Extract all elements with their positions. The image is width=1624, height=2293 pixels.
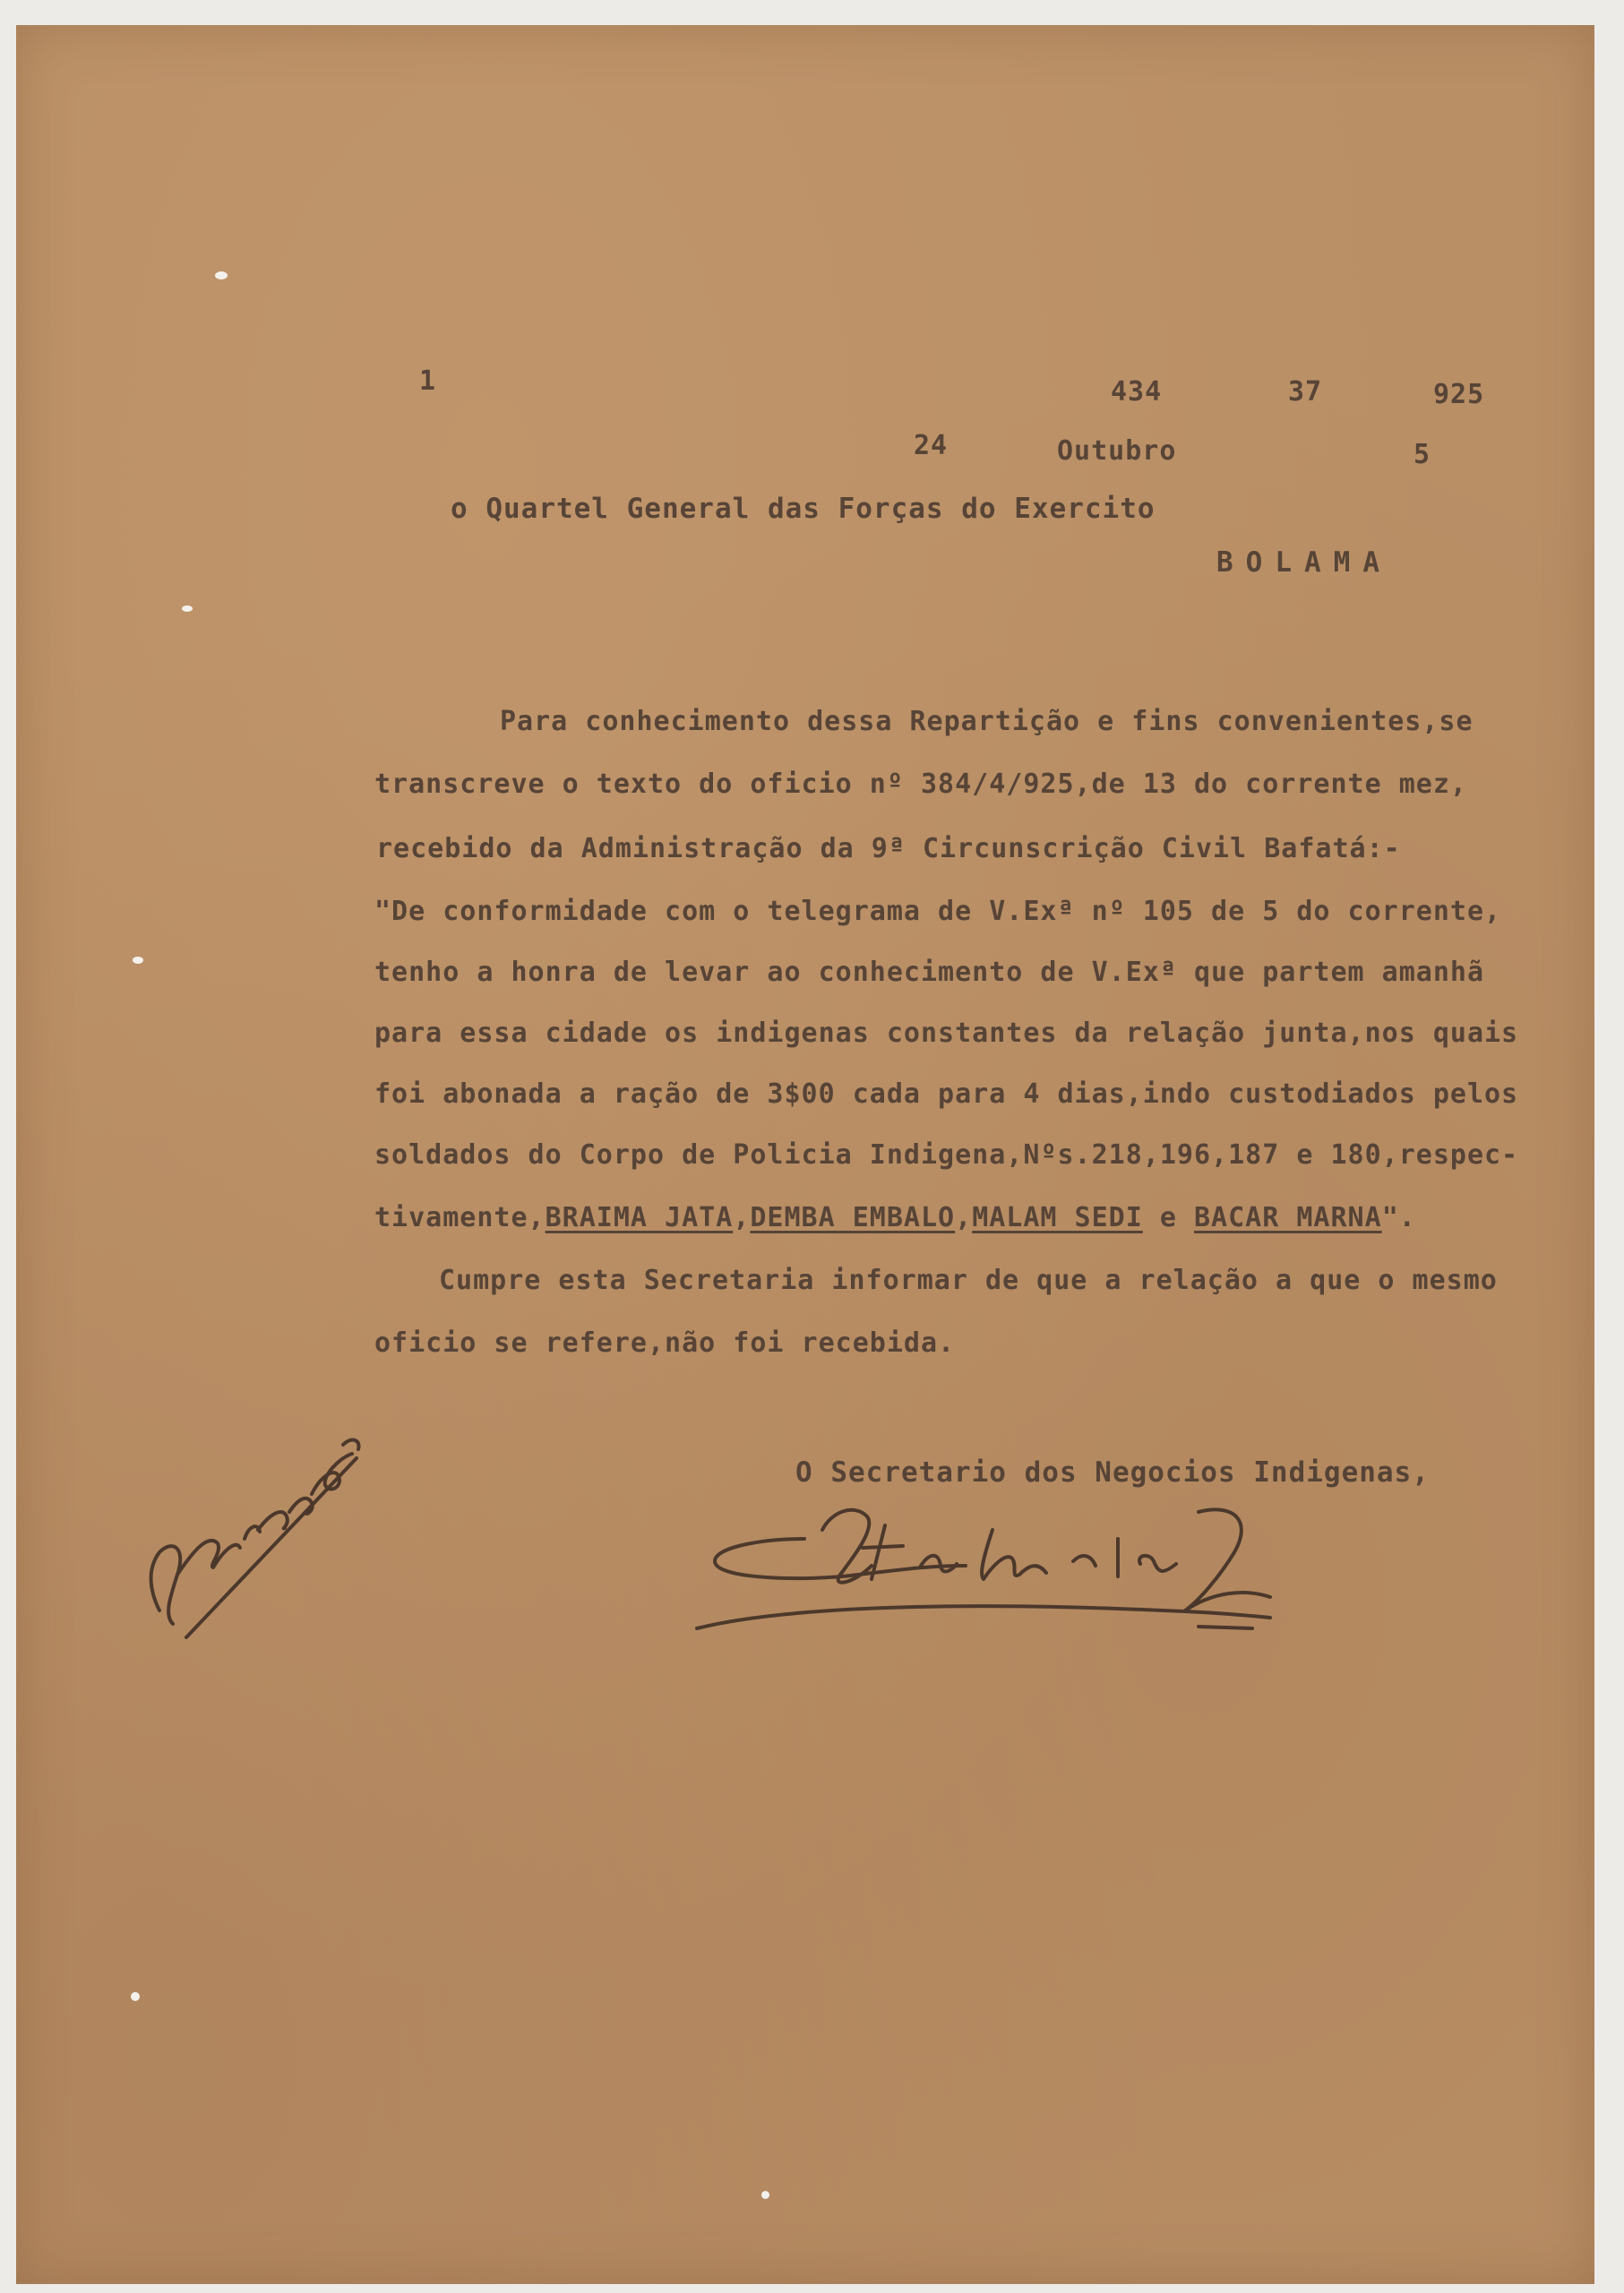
section-number: 5 (1413, 439, 1431, 470)
body-line-6: para essa cidade os indigenas constantes da relação junta,nos quais (374, 1018, 1519, 1049)
reference-number: 1 (419, 365, 437, 397)
paper-speck (133, 957, 143, 964)
recipient-city: BOLAMA (1216, 546, 1392, 579)
document-page (16, 25, 1594, 2284)
year-number: 925 (1433, 379, 1485, 410)
body-line-5: tenho a honra de levar ao conhecimento de V.Exª que partem amanhã (374, 957, 1484, 988)
name-braima-jata: BRAIMA JATA (545, 1202, 734, 1233)
name-demba-embalo: DEMBA EMBALO (750, 1202, 956, 1233)
name-bacar-marna: BACAR MARNA (1194, 1202, 1382, 1233)
names-separator: , (955, 1202, 973, 1233)
body-line-4: "De conformidade com o telegrama de V.Exª nº 105 de 5 do corrente, (374, 896, 1502, 927)
body-line-2: transcreve o texto do oficio nº 384/4/925,de 13 do corrente mez, (374, 769, 1467, 800)
body-line-3: recebido da Administração da 9ª Circunscrição Civil Bafatá:- (376, 833, 1401, 864)
secretary-signature (697, 1476, 1306, 1655)
body-line-1: Para conhecimento dessa Repartição e fins convenientes,se (500, 706, 1474, 737)
office-number: 434 (1111, 376, 1163, 408)
closing-line-2: oficio se refere,não foi recebida. (374, 1327, 956, 1359)
name-malam-sedi: MALAM SEDI (972, 1202, 1143, 1233)
body-line-8: soldados do Corpo de Policia Indigena,Nºs.218,196,187 e 180,respec- (374, 1139, 1519, 1171)
paper-speck (182, 605, 193, 612)
date-month: Outubro (1057, 435, 1177, 467)
margin-signature (124, 1369, 365, 1637)
names-suffix: ". (1381, 1202, 1416, 1233)
body-line-7: foi abonada a ração de 3$00 cada para 4 dias,indo custodiados pelos (374, 1078, 1519, 1110)
paper-speck (215, 271, 228, 279)
names-prefix: tivamente, (374, 1202, 546, 1233)
paper-speck (761, 2191, 769, 2199)
names-conjunction: e (1142, 1202, 1194, 1233)
closing-line-1: Cumpre esta Secretaria informar de que a relação a que o mesmo (439, 1265, 1498, 1296)
recipient-line: o Quartel General das Forças do Exercito (451, 493, 1156, 525)
process-number: 37 (1288, 376, 1323, 408)
names-separator: , (733, 1202, 751, 1233)
paper-speck (131, 1992, 140, 2001)
signatory-title: O Secretario dos Negocios Indigenas, (795, 1456, 1430, 1489)
body-line-names (374, 1202, 1416, 1233)
date-day: 24 (914, 430, 949, 461)
